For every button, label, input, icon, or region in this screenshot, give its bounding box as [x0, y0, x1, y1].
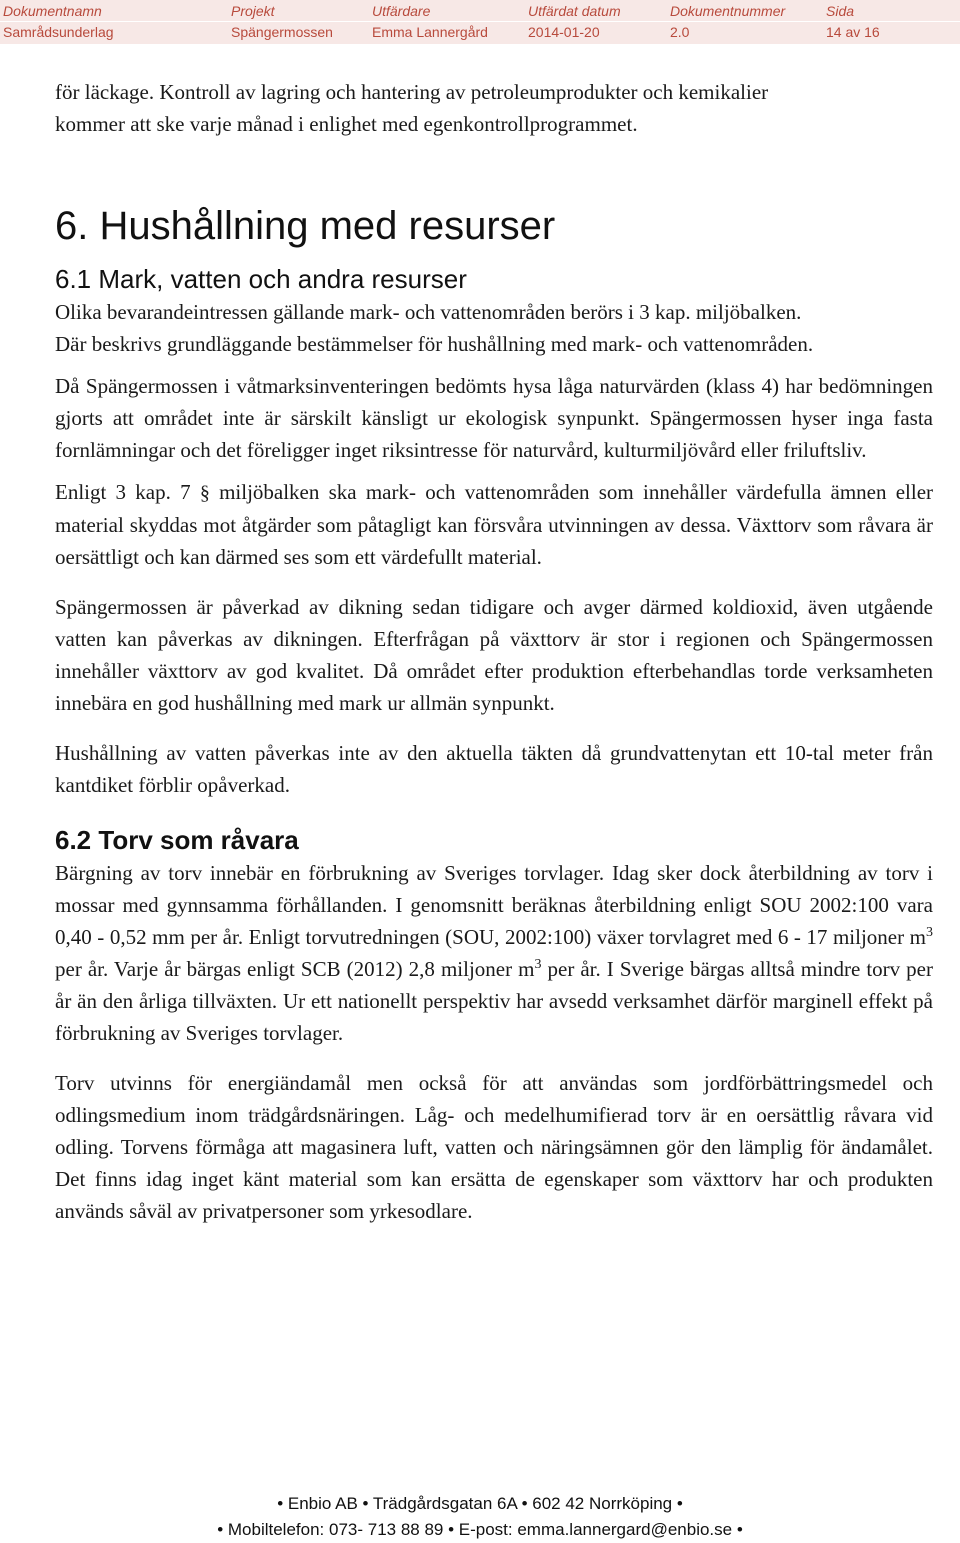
header-value-issuer: Emma Lannergård: [372, 24, 488, 40]
header-label-document-number: Dokumentnummer: [670, 3, 786, 19]
header-value-document-number: 2.0: [670, 24, 690, 40]
paragraph-6-2-a: [55, 857, 933, 1049]
paragraph-6-1-e: Hushållning av vatten påverkas inte av den aktuella täkten då grundvattenytan ett 10-tal meter från kantdiket förblir opåverkad.: [55, 741, 933, 797]
paragraph-6-2-a-part-3: per år. I Sverige bärgas alltså mindre torv per år än den årliga tillväxten. Ur ett nationellt perspektiv har avsedd verksamhet därför marginell effekt på förbrukning av Sveriges torvlager.: [55, 957, 933, 1045]
paragraph-6-1-a-line-1: Olika bevarandeintressen gällande mark- och vattenområden berörs i 3 kap. miljöbalken.: [55, 300, 802, 324]
footer-address: • Enbio AB • Trädgårdsgatan 6A • 602 42 Norrköping •: [277, 1494, 683, 1513]
paragraph-6-2-b: Torv utvinns för energiändamål men också för att användas som jordförbättringsmedel och odlingsmedium inom trädgårdsnäringen. Låg- och medelhumifierad torv är en oersättlig råvara vid odling. Torvens förmåga att magasinera luft, vatten och näringsämnen gör den lämplig för ändamålet. Det finns idag inget känt material som kan ersätta de egenskaper som växttorv har och produkten används såväl av privatpersoner som yrkesodlare.: [55, 1071, 933, 1223]
document-body: [55, 76, 933, 1227]
header-label-issuer: Utfärdare: [372, 3, 431, 19]
superscript-3-second: 3: [534, 957, 542, 972]
heading-section-6-1: 6.1 Mark, vatten och andra resurser: [55, 264, 467, 294]
header-value-document-name: Samrådsunderlag: [3, 24, 114, 40]
header-label-project: Projekt: [231, 3, 275, 19]
paragraph-6-1-a: [55, 296, 933, 360]
heading-section-6-2: 6.2 Torv som råvara: [55, 825, 299, 855]
heading-section-6: 6. Hushållning med resurser: [55, 204, 556, 248]
paragraph-6-1-c-start: Enligt 3 kap. 7: [55, 480, 191, 504]
paragraph-6-2-a-part-1: Bärgning av torv innebär en förbrukning av Sveriges torvlager. Idag sker dock återbildning av torv i mossar med gynnsamma förhållanden. I genomsnitt beräknas återbildning enligt SOU 2002:100 vara 0,40 - 0,52 mm per år. Enligt torvutredningen (SOU, 2002:100) växer torvlagret med 6 - 17 miljoner m: [55, 861, 933, 949]
header-values-row: [0, 22, 960, 44]
footer-contact: • Mobiltelefon: 073- 713 88 89 • E-post: emma.lannergard@enbio.se •: [217, 1520, 743, 1539]
superscript-3-first: 3: [926, 925, 933, 940]
header-value-issue-date: 2014-01-20: [528, 24, 600, 40]
section-sign: §: [199, 482, 210, 504]
paragraph-6-2-a-part-2: per år. Varje år bärgas enligt SCB (2012) 2,8 miljoner m: [55, 957, 535, 981]
paragraph-6-1-b: Då Spängermossen i våtmarksinventeringen bedömts hysa låga naturvärden (klass 4) har bedömningen gjorts att området inte är särskilt känsligt ur ekologisk synpunkt. Spängermossen hyser inga fasta fornlämningar och det föreligger inget riksintresse för naturvård, kulturmiljövård eller friluftsliv.: [55, 374, 933, 462]
paragraph-6-1-a-line-2: Där beskrivs grundläggande bestämmelser för hushållning med mark- och vattenområden.: [55, 332, 814, 356]
header-labels-row: [0, 1, 960, 23]
paragraph-6-1-c-rest: miljöbalken ska mark- och vattenområden som innehåller värdefulla ämnen eller material skyddas mot åtgärder som påtagligt kan försvåra utvinningen av dessa. Växttorv som råvara är oersättligt och kan därmed ses som ett värdefullt material.: [55, 480, 934, 569]
intro-paragraph: [55, 76, 933, 140]
header-value-project: Spängermossen: [231, 24, 333, 40]
document-header: [0, 0, 960, 44]
intro-line-2: kommer att ske varje månad i enlighet med egenkontrollprogrammet.: [55, 112, 638, 136]
paragraph-6-1-c: [55, 476, 933, 573]
header-label-issue-date: Utfärdat datum: [528, 3, 621, 19]
header-label-page: Sida: [826, 3, 855, 19]
header-value-page: 14 av 16: [826, 24, 880, 40]
header-label-document-name: Dokumentnamn: [3, 3, 102, 19]
intro-line-1: för läckage. Kontroll av lagring och hantering av petroleumprodukter och kemikalier: [55, 80, 769, 104]
paragraph-6-1-d: Spängermossen är påverkad av dikning sedan tidigare och avger därmed koldioxid, även utgående vatten kan påverkas av dikningen. Efterfrågan på växttorv är stor i regionen och Spängermossen innehåller växttorv av god kvalitet. Då området efter produktion efterbehandlas torde verksamheten innebära en god hushållning med mark ur allmän synpunkt.: [55, 595, 933, 715]
